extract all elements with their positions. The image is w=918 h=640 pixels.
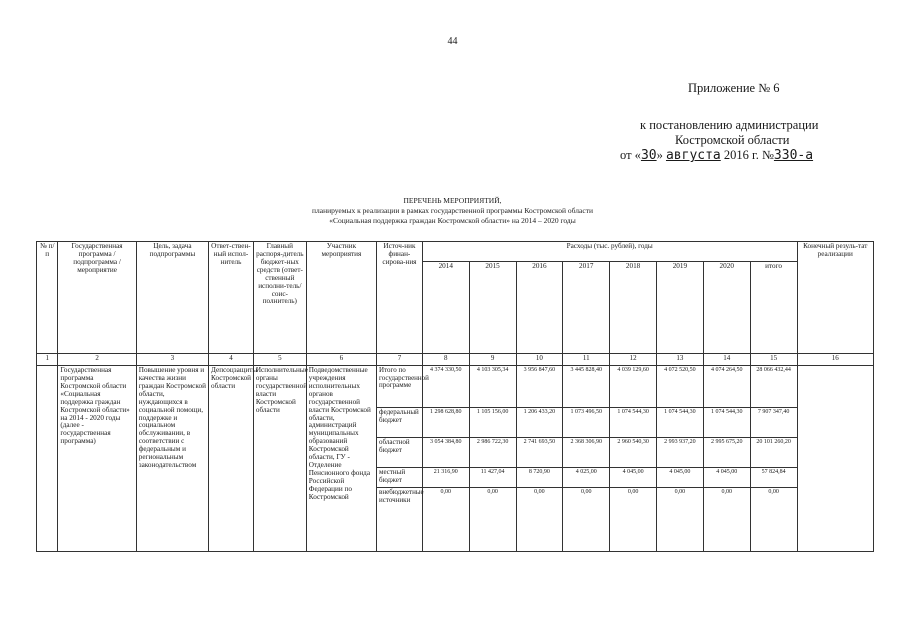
- value-cell: 4 074 264,50: [703, 366, 750, 408]
- col-number: 11: [563, 354, 610, 366]
- appendix-date-line: [620, 148, 880, 163]
- value-cell: 8 720,90: [516, 468, 563, 488]
- source-local: местный бюджет: [377, 468, 423, 488]
- value-cell: 4 103 305,34: [469, 366, 516, 408]
- date-prefix: от «: [620, 148, 641, 162]
- value-cell: 0,00: [516, 488, 563, 552]
- value-cell-total: 0,00: [750, 488, 797, 552]
- source-federal: федеральный бюджет: [377, 408, 423, 438]
- value-cell: 3 956 847,60: [516, 366, 563, 408]
- date-mid: »: [656, 148, 663, 162]
- value-cell: 3 054 384,80: [422, 438, 469, 468]
- value-cell-total: 57 824,84: [750, 468, 797, 488]
- header-program: Государственная программа /подпрограмма /мероприятие: [58, 242, 136, 354]
- document-number: 330-а: [773, 148, 814, 163]
- col-number: 3: [136, 354, 208, 366]
- page-number: 44: [447, 36, 458, 47]
- value-cell: 1 105 156,00: [469, 408, 516, 438]
- value-cell: 2 993 937,20: [656, 438, 703, 468]
- col-number: 9: [469, 354, 516, 366]
- row-executor: Депсоцзащиты Костромской области: [209, 366, 254, 552]
- col-number: 16: [797, 354, 874, 366]
- value-cell: 0,00: [469, 488, 516, 552]
- date-year: 2016 г. №: [723, 148, 774, 162]
- value-cell: 2 995 675,20: [703, 438, 750, 468]
- col-number: 6: [306, 354, 376, 366]
- value-cell-total: 28 066 432,44: [750, 366, 797, 408]
- appendix-title: Приложение № 6: [688, 81, 780, 95]
- value-cell: 11 427,04: [469, 468, 516, 488]
- col-number: 1: [37, 354, 58, 366]
- date-day: 30: [640, 148, 657, 163]
- value-cell: 0,00: [563, 488, 610, 552]
- col-number: 5: [253, 354, 306, 366]
- value-cell: 4 374 330,50: [422, 366, 469, 408]
- column-number-row: [37, 354, 874, 366]
- header-year: 2019: [656, 262, 703, 354]
- value-cell: 2 741 693,50: [516, 438, 563, 468]
- value-cell: 4 025,00: [563, 468, 610, 488]
- source-total: Итого по государственной программе: [377, 366, 423, 408]
- date-month: августа: [665, 148, 721, 163]
- value-cell: 1 074 544,30: [656, 408, 703, 438]
- value-cell: 1 074 544,30: [703, 408, 750, 438]
- value-cell: 0,00: [422, 488, 469, 552]
- heading-program: «Социальная поддержка граждан Костромской области» на 2014 – 2020 годы: [329, 216, 576, 225]
- header-year: 2020: [703, 262, 750, 354]
- col-number: 10: [516, 354, 563, 366]
- header-goal: Цель, задача подпрограммы: [136, 242, 208, 354]
- col-number: 8: [422, 354, 469, 366]
- row-goal: Повышение уровня и качества жизни граждан Костромской области, нуждающихся в социальной помощи, поддержке и социальном обслуживании, в соответствии с федеральным и региональным законодательством: [136, 366, 208, 552]
- heading-subtitle: планируемых к реализации в рамках государственной программы Костромской области: [312, 206, 593, 215]
- header-expenses: Расходы (тыс. рублей), годы: [422, 242, 797, 262]
- header-source: Источ-ник финан-сирова-ния: [377, 242, 423, 354]
- value-cell: 4 039 129,60: [610, 366, 657, 408]
- col-number: 12: [610, 354, 657, 366]
- value-cell: 2 960 540,30: [610, 438, 657, 468]
- value-cell: 4 045,00: [703, 468, 750, 488]
- row-manager: Исполнительные органы государственной власти Костромской области: [253, 366, 306, 552]
- header-year-total: итого: [750, 262, 797, 354]
- header-year: 2016: [516, 262, 563, 354]
- source-offbudget: внебюджетные источники: [377, 488, 423, 552]
- col-number: 15: [750, 354, 797, 366]
- value-cell: 2 986 722,30: [469, 438, 516, 468]
- value-cell: 4 045,00: [610, 468, 657, 488]
- row-num: [37, 366, 58, 552]
- heading-title: ПЕРЕЧЕНЬ МЕРОПРИЯТИЙ,: [403, 196, 502, 205]
- col-number: 4: [209, 354, 254, 366]
- header-year: 2018: [610, 262, 657, 354]
- header-executor: Ответ-ствен-ный испол-нитель: [209, 242, 254, 354]
- col-number: 14: [703, 354, 750, 366]
- value-cell: 0,00: [610, 488, 657, 552]
- header-num: № п/п: [37, 242, 58, 354]
- value-cell: 1 298 628,80: [422, 408, 469, 438]
- row-result: [797, 366, 874, 552]
- header-year: 2017: [563, 262, 610, 354]
- measures-table: [36, 241, 874, 552]
- table-row: [37, 366, 874, 408]
- value-cell: 21 316,90: [422, 468, 469, 488]
- value-cell: 4 045,00: [656, 468, 703, 488]
- appendix-line2: Костромской области: [675, 133, 790, 147]
- col-number: 2: [58, 354, 136, 366]
- value-cell-total: 20 101 260,20: [750, 438, 797, 468]
- row-participant: Подведомственные учреждения исполнительных органов государственной власти Костромской области, администраций муниципальных образований Костромской области, ГУ - Отделение Пенсионного фонда Российской Федерации по Костромской: [306, 366, 376, 552]
- source-regional: областной бюджет: [377, 438, 423, 468]
- header-year: 2014: [422, 262, 469, 354]
- header-manager: Главный распоря-дитель бюджет-ных средств (ответ-ственный исполни-тель/соис-полнитель): [253, 242, 306, 354]
- value-cell: 0,00: [656, 488, 703, 552]
- appendix-line1: к постановлению администрации: [640, 118, 819, 132]
- col-number: 13: [656, 354, 703, 366]
- header-year: 2015: [469, 262, 516, 354]
- value-cell: 1 206 433,20: [516, 408, 563, 438]
- value-cell: 2 368 306,90: [563, 438, 610, 468]
- header-result: Конечный резуль-тат реализации: [797, 242, 874, 354]
- value-cell: 1 074 544,30: [610, 408, 657, 438]
- value-cell: 4 072 520,50: [656, 366, 703, 408]
- value-cell-total: 7 907 347,40: [750, 408, 797, 438]
- value-cell: 0,00: [703, 488, 750, 552]
- col-number: 7: [377, 354, 423, 366]
- value-cell: 1 073 496,50: [563, 408, 610, 438]
- value-cell: 3 445 828,40: [563, 366, 610, 408]
- header-participant: Участник мероприятия: [306, 242, 376, 354]
- row-program: Государственная программа Костромской области «Социальная поддержка граждан Костромской области» на 2014 - 2020 годы (далее - государственная программа): [58, 366, 136, 552]
